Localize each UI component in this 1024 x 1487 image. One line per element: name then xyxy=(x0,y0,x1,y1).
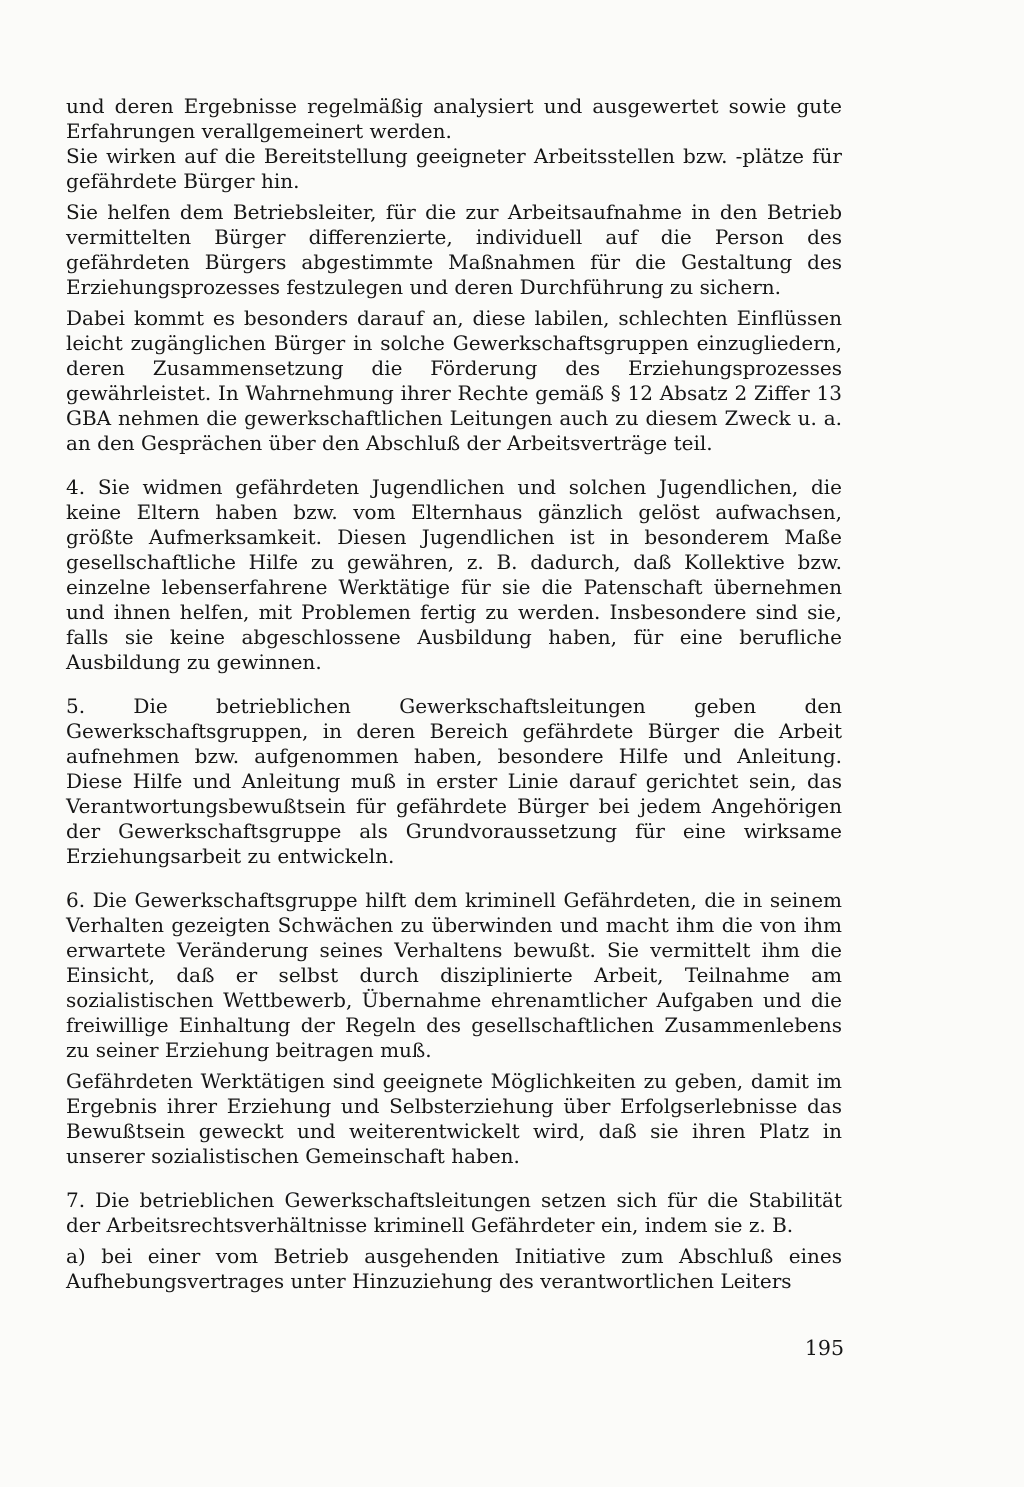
paragraph-continuation: und deren Ergebnisse regelmäßig analysiert und ausgewertet sowie gute Erfahrungen verallgemeinert werden. xyxy=(66,94,842,143)
paragraph-workplaces: Sie wirken auf die Bereitstellung geeigneter Arbeitsstellen bzw. -plätze für gefährdete Bürger hin. xyxy=(66,144,842,193)
paragraph-dabei: Dabei kommt es besonders darauf an, diese labilen, schlechten Einflüssen leicht zugänglichen Bürger in solche Gewerkschaftsgruppen einzugliedern, deren Zusammensetzung die Förderung des Erziehungsprozesses gewährleistet. In Wahrnehmung ihrer Rechte gemäß § 12 Absatz 2 Ziffer 13 GBA nehmen die gewerkschaftlichen Leitungen auch zu diesem Zweck u. a. an den Gesprächen über den Abschluß der Arbeitsverträge teil. xyxy=(66,306,842,455)
paragraph-item-4: 4. Sie widmen gefährdeten Jugendlichen und solchen Jugendlichen, die keine Eltern haben bzw. vom Elternhaus gänzlich gelöst aufwachsen, größte Aufmerksamkeit. Diesen Jugendlichen ist in besonderem Maße gesellschaftliche Hilfe zu gewähren, z. B. dadurch, daß Kollektive bzw. einzelne lebenserfahrene Werktätige für sie die Patenschaft übernehmen und ihnen helfen, mit Problemen fertig zu werden. Insbesondere sind sie, falls sie keine abgeschlossene Ausbildung haben, für eine berufliche Ausbildung zu gewinnen. xyxy=(66,475,842,674)
paragraph-item-6: 6. Die Gewerkschaftsgruppe hilft dem kriminell Gefährdeten, die in seinem Verhalten gezeigten Schwächen zu überwinden und macht ihm die von ihm erwartete Veränderung seines Verhaltens bewußt. Sie vermittelt ihm die Einsicht, daß er selbst durch disziplinierte Arbeit, Teilnahme am sozialistischen Wettbewerb, Übernahme ehrenamtlicher Aufgaben und die freiwillige Einhaltung der Regeln des gesellschaftlichen Zusammenlebens zu seiner Erziehung beitragen muß. xyxy=(66,888,842,1062)
paragraph-betriebsleiter: Sie helfen dem Betriebsleiter, für die zur Arbeitsaufnahme in den Betrieb vermittelten Bürger differenzierte, individuell auf die Person des gefährdeten Bürgers abgestimmte Maßnahmen für die Gestaltung des Erziehungsprozesses festzulegen und deren Durchführung zu sichern. xyxy=(66,200,842,299)
paragraph-gefaehrdeten: Gefährdeten Werktätigen sind geeignete Möglichkeiten zu geben, damit im Ergebnis ihrer Erziehung und Selbsterziehung über Erfolgserlebnisse das Bewußtsein geweckt und weiterentwickelt wird, daß sie ihren Platz in unserer sozialistischen Gemeinschaft haben. xyxy=(66,1069,842,1168)
paragraph-item-7a: a) bei einer vom Betrieb ausgehenden Initiative zum Abschluß eines Aufhebungsvertrages unter Hinzuziehung des verantwortlichen Leiters xyxy=(66,1244,842,1293)
paragraph-item-7: 7. Die betrieblichen Gewerkschaftsleitungen setzen sich für die Stabilität der Arbeitsrechtsverhältnisse kriminell Gefährdeter ein, indem sie z. B. xyxy=(66,1188,842,1237)
paragraph-item-5: 5. Die betrieblichen Gewerkschaftsleitungen geben den Gewerkschaftsgruppen, in deren Bereich gefährdete Bürger die Arbeit aufnehmen bzw. aufgenommen haben, besondere Hilfe und Anleitung. Diese Hilfe und Anleitung muß in erster Linie darauf gerichtet sein, das Verantwortungsbewußtsein für gefährdete Bürger bei jedem Angehörigen der Gewerkschaftsgruppe als Grundvoraussetzung für eine wirksame Erziehungsarbeit zu entwickeln. xyxy=(66,694,842,868)
page-number: 195 xyxy=(804,1336,844,1360)
page-body-text xyxy=(66,94,842,1294)
